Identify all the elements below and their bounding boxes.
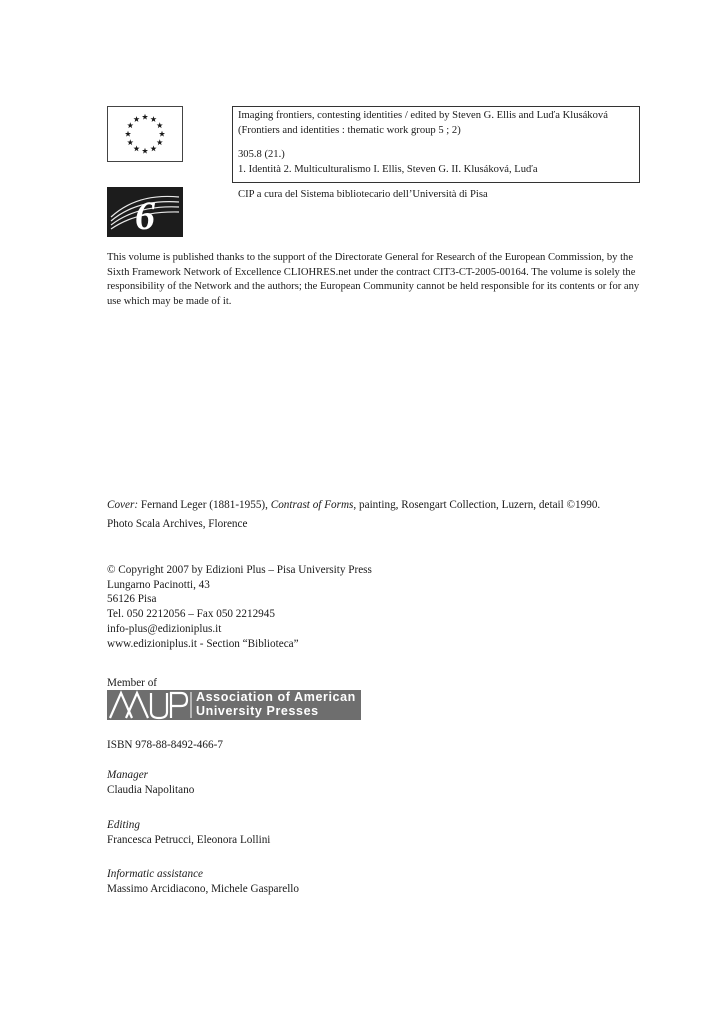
eu-star-icon [159, 131, 165, 137]
eu-star-icon [142, 148, 148, 154]
email-address: info-plus@edizioniplus.it [107, 622, 222, 635]
cip-record-box [232, 106, 640, 183]
cip-title-line: Imaging frontiers, contesting identities / edited by Steven G. Ellis and Luďa Klusáková [238, 110, 608, 121]
credit-names: Massimo Arcidiacono, Michele Gasparello [107, 882, 300, 895]
photo-credit: Photo Scala Archives, Florence [107, 518, 248, 530]
cip-classification-line: 305.8 (21.) [238, 149, 285, 161]
eu-star-icon [127, 139, 133, 145]
eu-star-icon [133, 116, 139, 122]
eu-star-icon [133, 146, 139, 152]
website: www.edizioniplus.it - Section “Biblioteca” [107, 637, 299, 650]
copyright-line: © Copyright 2007 by Edizioni Plus – Pisa University Press [107, 564, 372, 576]
eu-star-icon [150, 146, 156, 152]
fp6-mark: 6 [135, 193, 155, 237]
sixth-framework-programme-icon [107, 187, 183, 237]
aaup-name [196, 691, 356, 718]
cover-title: Contrast of Forms [270, 499, 354, 511]
eu-star-icon [157, 139, 163, 145]
credit-names: Francesca Petrucci, Eleonora Lollini [107, 833, 271, 846]
isbn: ISBN 978-88-8492-466-7 [107, 739, 223, 751]
eu-flag-icon [107, 106, 183, 162]
cover-artist: Fernand Leger (1881-1955), [138, 499, 271, 511]
eu-star-icon [150, 116, 156, 122]
cip-credit: CIP a cura del Sistema bibliotecario dell’Università di Pisa [238, 189, 488, 200]
eu-star-icon [142, 114, 148, 120]
credit-role: Informatic assistance [107, 868, 204, 880]
phone-fax: Tel. 050 2212056 – Fax 050 2212945 [107, 608, 275, 621]
credit-role: Editing [107, 819, 140, 831]
cip-series-line: (Frontiers and identities : thematic work group 5 ; 2) [238, 124, 461, 136]
support-statement: This volume is published thanks to the support of the Directorate General for Research of the European Commission, by the Sixth Framework Network of Excellence CLIOHRES.net under the contract CIT3-CT-2005-00164. The volume is solely the responsibility of the Network and the authors; the European Community cannot be held responsible for its contents or for any use which may be made of it. [107, 252, 640, 307]
eu-star-icon [127, 122, 133, 128]
address-city: 56126 Pisa [107, 593, 157, 606]
credit-names: Claudia Napolitano [107, 783, 195, 796]
cip-subjects-line: 1. Identità 2. Multiculturalismo I. Ellis, Steven G. II. Klusáková, Luďa [238, 163, 538, 175]
eu-star-icon [157, 122, 163, 128]
member-of-label: Member of [107, 677, 158, 689]
cover-credit [107, 498, 647, 536]
address-street: Lungarno Pacinotti, 43 [107, 578, 210, 591]
credit-role: Manager [107, 769, 149, 781]
credit-informatic-assistance [107, 867, 299, 896]
publisher-info [107, 563, 372, 651]
eu-star-icon [125, 131, 131, 137]
cover-details: , painting, Rosengart Collection, Luzern, detail ©1990. [353, 499, 601, 511]
credit-editing [107, 818, 270, 847]
credit-manager [107, 768, 194, 797]
aaup-name-line2: University Presses [196, 703, 319, 718]
cover-label: Cover: [107, 499, 139, 511]
aaup-name-line1: Association of American [196, 690, 356, 704]
